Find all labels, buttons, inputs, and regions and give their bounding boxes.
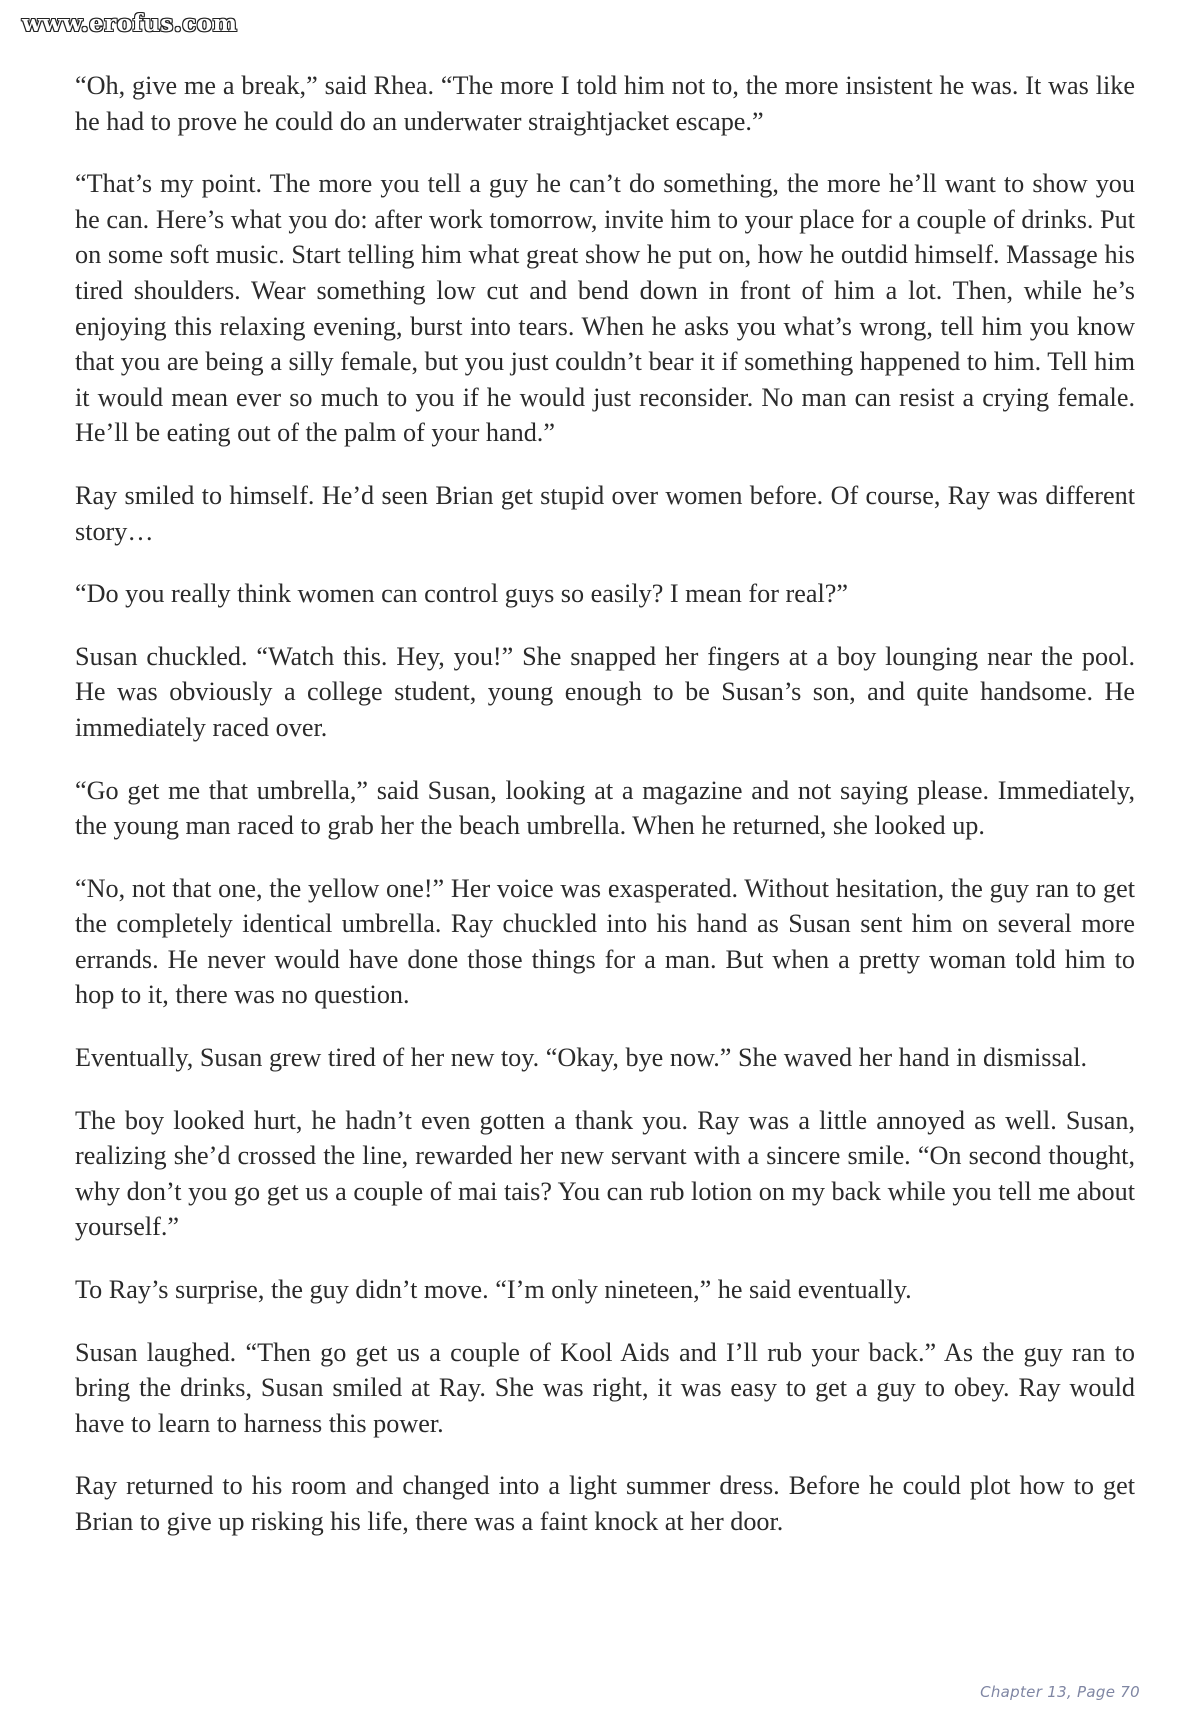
paragraph: The boy looked hurt, he hadn’t even gotten a thank you. Ray was a little annoyed as well. Susan, realizing she’d crossed the line, rewarded her new servant with a sincere smile. “On second thought, why don’t you go get us a couple of mai tais? You can rub lotion on my back while you tell me about yourself.” bbox=[75, 1105, 1135, 1242]
paragraph: “That’s my point. The more you tell a guy he can’t do something, the more he’ll want to show you he can. Here’s what you do: after work tomorrow, invite him to your place for a couple of drinks. Put on some soft music. Start telling him what great show he put on, how he outdid himself. Massage his tired shoulders. Wear something low cut and bend down in front of him a lot. Then, while he’s enjoying this relaxing evening, burst into tears. When he asks you what’s wrong, tell him you know that you are being a silly female, but you just couldn’t bear it if something happened to him. Tell him it would mean ever so much to you if he would just reconsider. No man can resist a crying female. He’ll be eating out of the palm of your hand.” bbox=[75, 169, 1135, 448]
paragraph: Susan laughed. “Then go get us a couple of Kool Aids and I’ll rub your back.” As the guy ran to bring the drinks, Susan smiled at Ray. She was right, it was easy to get a guy to obey. Ray would have to learn to harness this power. bbox=[75, 1337, 1135, 1438]
paragraph: To Ray’s surprise, the guy didn’t move. “I’m only nineteen,” he said eventually. bbox=[75, 1275, 912, 1305]
paragraph: Ray returned to his room and changed into a light summer dress. Before he could plot how to get Brian to give up risking his life, there was a faint knock at her door. bbox=[75, 1471, 1135, 1536]
paragraph: Eventually, Susan grew tired of her new toy. “Okay, bye now.” She waved her hand in dismissal. bbox=[75, 1043, 1088, 1073]
paragraph: “Do you really think women can control guys so easily? I mean for real?” bbox=[75, 579, 848, 609]
paragraph: “No, not that one, the yellow one!” Her voice was exasperated. Without hesitation, the guy ran to get the completely identical umbrella. Ray chuckled into his hand as Susan sent him on several more errands. He never would have done those things for a man. But when a pretty woman told him to hop to it, there was no question. bbox=[75, 873, 1135, 1010]
watermark-logo: www.erofus.com bbox=[22, 10, 238, 37]
page-body bbox=[75, 68, 1135, 1567]
paragraph: “Oh, give me a break,” said Rhea. “The more I told him not to, the more insistent he was. It was like he had to prove he could do an underwater straightjacket escape.” bbox=[75, 71, 1135, 136]
paragraph: “Go get me that umbrella,” said Susan, looking at a magazine and not saying please. Immediately, the young man raced to grab her the beach umbrella. When he returned, she looked up. bbox=[75, 775, 1135, 841]
paragraph: Susan chuckled. “Watch this. Hey, you!” She snapped her fingers at a boy lounging near the pool. He was obviously a college student, young enough to be Susan’s son, and quite handsome. He immediately raced over. bbox=[75, 641, 1135, 742]
paragraph: Ray smiled to himself. He’d seen Brian get stupid over women before. Of course, Ray was different story… bbox=[75, 480, 1135, 546]
page-number-label: Chapter 13, Page 70 bbox=[980, 1683, 1140, 1701]
